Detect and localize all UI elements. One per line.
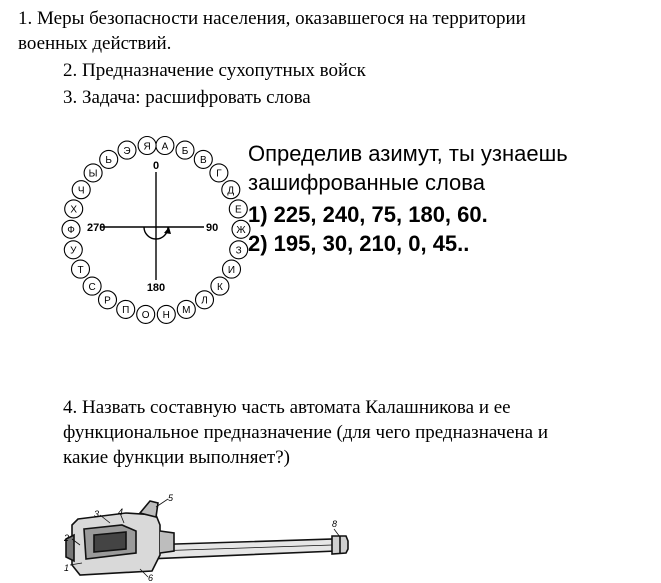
letter-label: П bbox=[122, 305, 130, 317]
letter-label: З bbox=[235, 245, 242, 257]
letter-label: С bbox=[88, 281, 96, 293]
callout-8: 8 bbox=[332, 519, 338, 529]
letter-label: Д bbox=[227, 185, 235, 197]
letter-label: Э bbox=[123, 145, 131, 157]
letter-label: У bbox=[70, 245, 77, 257]
label-90: 90 bbox=[206, 222, 219, 234]
callout-5: 5 bbox=[168, 493, 174, 503]
task-line4: 2) 195, 30, 210, 0, 45.. bbox=[248, 231, 470, 256]
letter-label: Г bbox=[216, 168, 222, 180]
letter-label: Ч bbox=[77, 185, 85, 197]
letter-label: И bbox=[227, 264, 236, 276]
label-270: 270 bbox=[87, 222, 106, 234]
letter-label: Я bbox=[143, 141, 151, 153]
task-line1: Определив азимут, ты узнаешь bbox=[248, 141, 568, 166]
item1-line1: 1. Меры безопасности населения, оказавшегося на территории bbox=[18, 8, 526, 29]
letter-label: Е bbox=[234, 204, 242, 216]
letter-label: А bbox=[161, 141, 169, 153]
compass-wheel bbox=[56, 130, 256, 330]
letter-label: М bbox=[182, 305, 191, 317]
callout-2: 2 bbox=[64, 533, 70, 543]
item4-line3: какие функции выполняет?) bbox=[63, 447, 290, 468]
task-line2: зашифрованные слова bbox=[248, 170, 485, 195]
label-0: 0 bbox=[152, 160, 160, 172]
item4-line1: 4. Назвать составную часть автомата Калашникова и ее bbox=[63, 397, 511, 418]
item1-line2: военных действий. bbox=[18, 33, 172, 54]
callout-4: 4 bbox=[118, 507, 124, 517]
letter-label: Ы bbox=[88, 168, 98, 180]
item3: 3. Задача: расшифровать слова bbox=[63, 87, 311, 108]
label-180: 180 bbox=[146, 282, 166, 294]
letter-label: Р bbox=[104, 295, 111, 307]
letter-label: Л bbox=[201, 295, 208, 307]
task-line3: 1) 225, 240, 75, 180, 60. bbox=[248, 202, 488, 227]
letter-label: Ф bbox=[67, 225, 75, 237]
letter-label: Н bbox=[162, 310, 170, 322]
callout-1: 1 bbox=[64, 563, 70, 573]
callout-3: 3 bbox=[94, 509, 100, 519]
rifle-part-drawing bbox=[64, 491, 364, 583]
letter-label: О bbox=[141, 310, 150, 322]
letter-label: Ж bbox=[236, 225, 246, 237]
letter-label: Ь bbox=[105, 155, 112, 167]
letter-label: В bbox=[199, 155, 207, 167]
item4-line2: функциональное предназначение (для чего предназначена и bbox=[63, 422, 549, 443]
letter-label: К bbox=[216, 281, 223, 293]
letter-label: Т bbox=[77, 264, 84, 276]
letter-label: Б bbox=[181, 145, 189, 157]
item2: 2. Предназначение сухопутных войск bbox=[63, 60, 366, 81]
callout-6: 6 bbox=[148, 573, 154, 583]
letter-label: Х bbox=[70, 204, 78, 216]
